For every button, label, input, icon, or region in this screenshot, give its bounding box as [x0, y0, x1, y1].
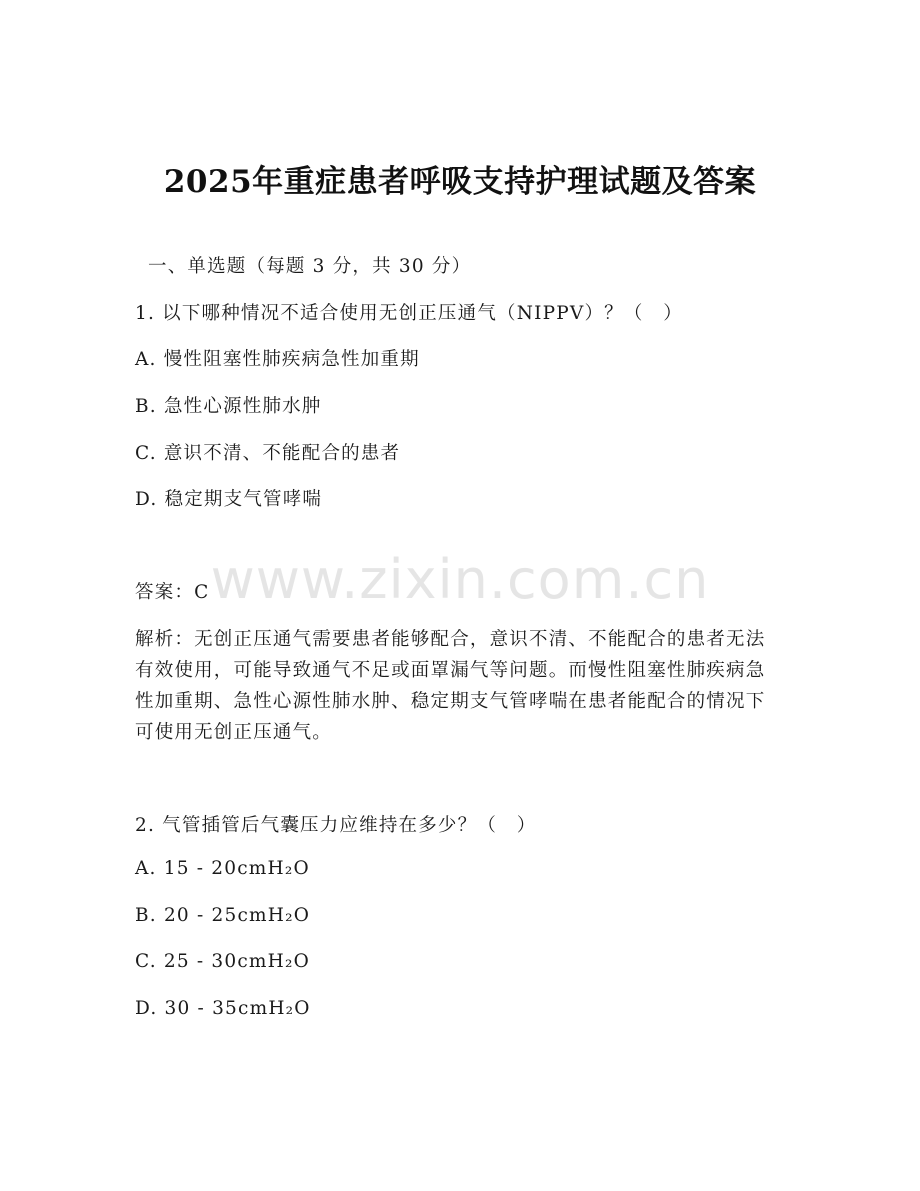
question-1-option-b: B. 急性心源性肺水肿: [135, 396, 322, 417]
question-2-option-c: C. 25 - 30cmH₂O: [135, 951, 310, 972]
question-1-option-a: A. 慢性阻塞性肺疾病急性加重期: [135, 349, 420, 370]
question-2-option-b: B. 20 - 25cmH₂O: [135, 905, 311, 926]
question-1-explanation: 解析：无创正压通气需要患者能够配合，意识不清、不能配合的患者无法有效使用，可能导致通气不足或面罩漏气等问题。而慢性阻塞性肺疾病急性加重期、急性心源性肺水肿、稳定期支气管哮喘在患者能配合的情况下可使用无创正压通气。: [135, 629, 766, 743]
question-2-option-d: D. 30 - 35cmH₂O: [135, 998, 311, 1019]
question-2-stem: 2. 气管插管后气囊压力应维持在多少？（ ）: [135, 815, 537, 836]
question-2-option-a: A. 15 - 20cmH₂O: [135, 858, 310, 879]
question-1-answer: 答案：C: [135, 582, 210, 603]
watermark: www.zixin.com.cn: [210, 548, 710, 611]
question-1-option-d: D. 稳定期支气管哮喘: [135, 489, 323, 510]
question-1-stem: 1. 以下哪种情况不适合使用无创正压通气（NIPPV）？（ ）: [135, 303, 683, 324]
section-heading: 一、单选题（每题 3 分，共 30 分）: [148, 256, 472, 277]
question-1-option-c: C. 意识不清、不能配合的患者: [135, 443, 401, 464]
document-title: 2025年重症患者呼吸支持护理试题及答案: [163, 164, 757, 200]
